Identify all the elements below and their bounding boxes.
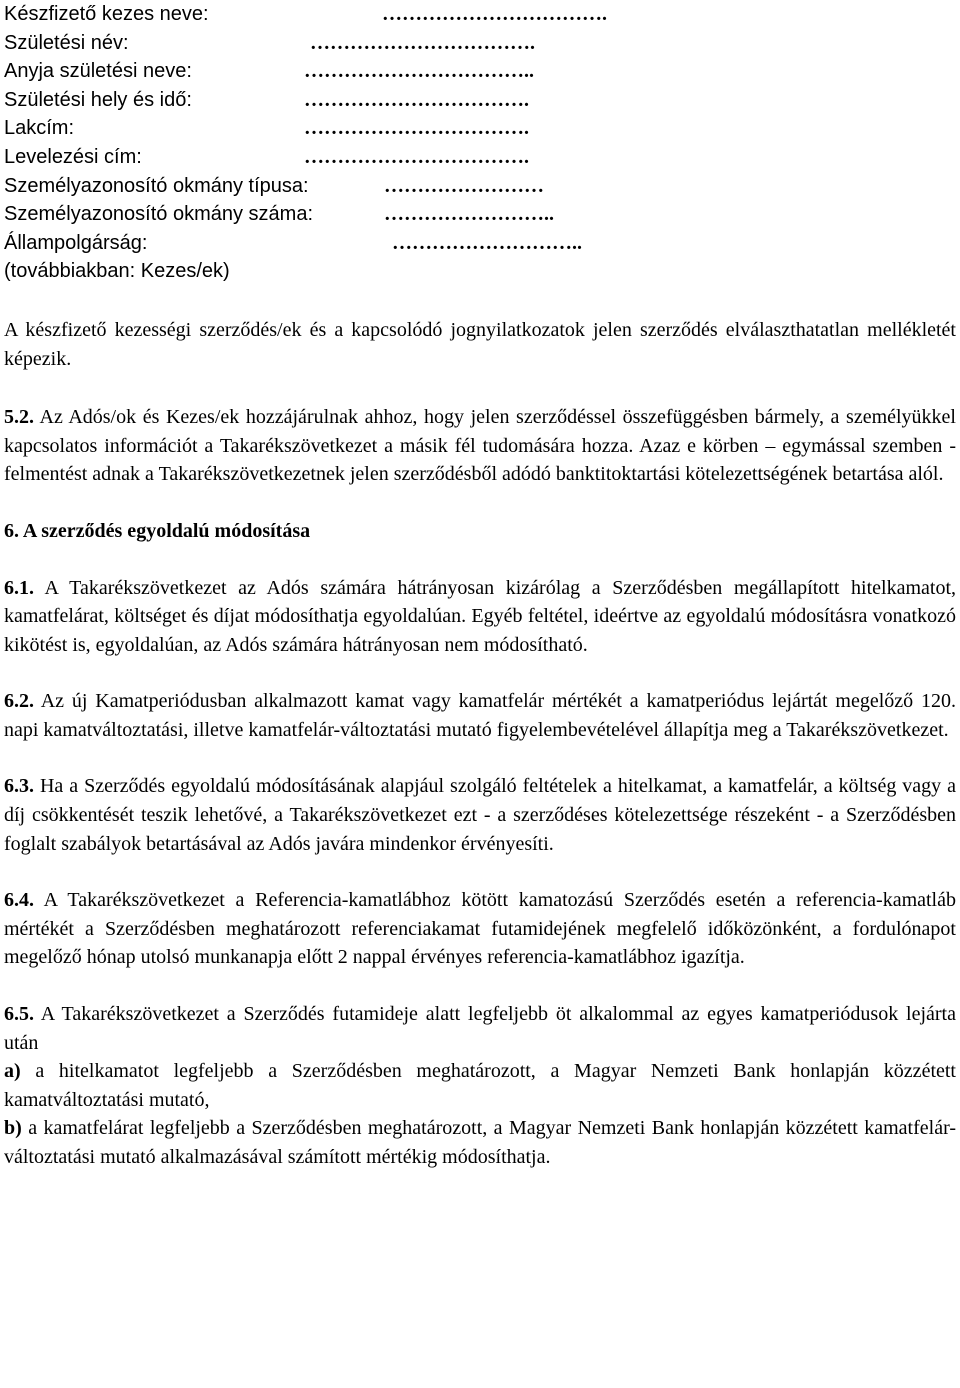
- field-dots: …………………………….: [304, 145, 529, 168]
- field-dots: ……………………………..: [304, 60, 534, 83]
- field-row-mother-name: [4, 57, 956, 86]
- guarantor-fields: [4, 0, 956, 286]
- paragraph-6-4: [4, 886, 956, 972]
- field-dots: …………………………….: [310, 31, 535, 54]
- field-dots: ……………………..: [384, 203, 554, 226]
- field-row-mailing-address: [4, 143, 956, 172]
- field-row-birth-name: [4, 29, 956, 58]
- clause-number: 5.2.: [4, 406, 34, 429]
- field-dots: …………………………….: [304, 88, 529, 111]
- field-label: Személyazonosító okmány típusa:: [4, 174, 309, 197]
- field-label: (továbbiakban: Kezes/ek): [4, 260, 230, 283]
- paragraph-6-5-a: [4, 1057, 956, 1114]
- field-label: Születési név:: [4, 31, 129, 54]
- item-text: a kamatfelárat legfeljebb a Szerződésben meghatározott, a Magyar Nemzeti Bank honlapján közzétett kamatfelár-változtatási mutató alkalmazásával számított mértékig módosíthatja.: [4, 1117, 956, 1168]
- paragraph-6-5: [4, 1000, 956, 1057]
- field-row-birth-place: [4, 86, 956, 115]
- field-label: Levelezési cím:: [4, 145, 142, 168]
- clause-text: A Takarékszövetkezet az Adós számára hátrányosan kizárólag a Szerződésben megállapított hitelkamatot, kamatfelárat, költséget és díjat módosíthatja egyoldalúan. Egyéb feltétel, ideértve az egyoldalú módosításra vonatkozó kikötést is, egyoldalúan, az Adós számára hátrányosan nem módosítható.: [4, 576, 956, 656]
- paragraph-6-3: [4, 772, 956, 858]
- paragraph-5-2: [4, 403, 956, 489]
- section-6-heading: 6. A szerződés egyoldalú módosítása: [4, 519, 311, 542]
- clause-number: 6.5.: [4, 1003, 34, 1026]
- field-label: Személyazonosító okmány száma:: [4, 203, 314, 226]
- field-row-hereinafter: [4, 257, 956, 286]
- field-label: Állampolgárság:: [4, 231, 148, 254]
- field-dots: …………………………….: [304, 117, 529, 140]
- field-dots: ………………………..: [392, 231, 582, 254]
- intro-paragraph: A készfizető kezességi szerződés/ek és a kapcsolódó jognyilatkozatok jelen szerződés elválaszthatatlan mellékletét képezik.: [4, 318, 956, 370]
- field-label: Készfizető kezes neve:: [4, 3, 209, 25]
- clause-number: 6.4.: [4, 889, 34, 912]
- field-dots: …………………………….: [382, 3, 607, 25]
- field-row-id-type: [4, 172, 956, 201]
- clause-number: 6.1.: [4, 576, 34, 599]
- field-row-address: [4, 114, 956, 143]
- document-page: [4, 0, 956, 1172]
- item-text: a hitelkamatot legfeljebb a Szerződésben meghatározott, a Magyar Nemzeti Bank honlapján közzétett kamatváltoztatási mutató,: [4, 1060, 956, 1111]
- clause-text: Ha a Szerződés egyoldalú módosításának alapjául szolgáló feltételek a hitelkamat, a kamatfelár, a költség vagy a díj csökkentését teszik lehetővé, a Takarékszövetkezet ezt - a szerződéses kötelezettsége részeként - a Szerződésben foglalt szabályok betartásával az Adós javára mindenkor érvényesíti.: [4, 775, 956, 855]
- field-row-citizenship: [4, 229, 956, 258]
- item-label: a): [4, 1060, 21, 1083]
- field-row-id-number: [4, 200, 956, 229]
- clause-text: A Takarékszövetkezet a Referencia-kamatlábhoz kötött kamatozású Szerződés esetén a referencia-kamatláb mértékét a Szerződésben meghatározott referenciakamat futamidejének megfelelő időközönként, a fordulónapot megelőző hónap utolsó munkanapja előtt 2 nappal érvényes referencia-kamatlábhoz igazítja.: [4, 889, 956, 969]
- clause-number: 6.3.: [4, 775, 34, 798]
- clause-number: 6.2.: [4, 690, 34, 713]
- field-row-name: [4, 0, 956, 29]
- paragraph-6-1: [4, 574, 956, 660]
- field-label: Anyja születési neve:: [4, 60, 192, 83]
- paragraph-6-2: [4, 687, 956, 744]
- item-label: b): [4, 1117, 22, 1140]
- clause-text: Az Adós/ok és Kezes/ek hozzájárulnak ahhoz, hogy jelen szerződéssel összefüggésben bármely, a személyükkel kapcsolatos információt a Takarékszövetkezet a másik fél tudomására hozza. Azaz e körben – egymással szemben - felmentést adnak a Takarékszövetkezetnek jelen szerződésből adódó banktitoktartási kötelezettségének betartása alól.: [4, 406, 956, 486]
- clause-text: Az új Kamatperiódusban alkalmazott kamat vagy kamatfelár mértékét a kamatperiódus lejártát megelőző 120. napi kamatváltoztatási, illetve kamatfelár-változtatási mutató figyelembevételével állapítja meg a Takarékszövetkezet.: [4, 690, 956, 741]
- field-label: Születési hely és idő:: [4, 88, 192, 111]
- field-label: Lakcím:: [4, 117, 75, 140]
- paragraph-6-5-b: [4, 1114, 956, 1171]
- field-dots: ……………………: [384, 174, 544, 197]
- clause-text: A Takarékszövetkezet a Szerződés futamideje alatt legfeljebb öt alkalommal az egyes kamatperiódusok lejárta után: [4, 1003, 956, 1054]
